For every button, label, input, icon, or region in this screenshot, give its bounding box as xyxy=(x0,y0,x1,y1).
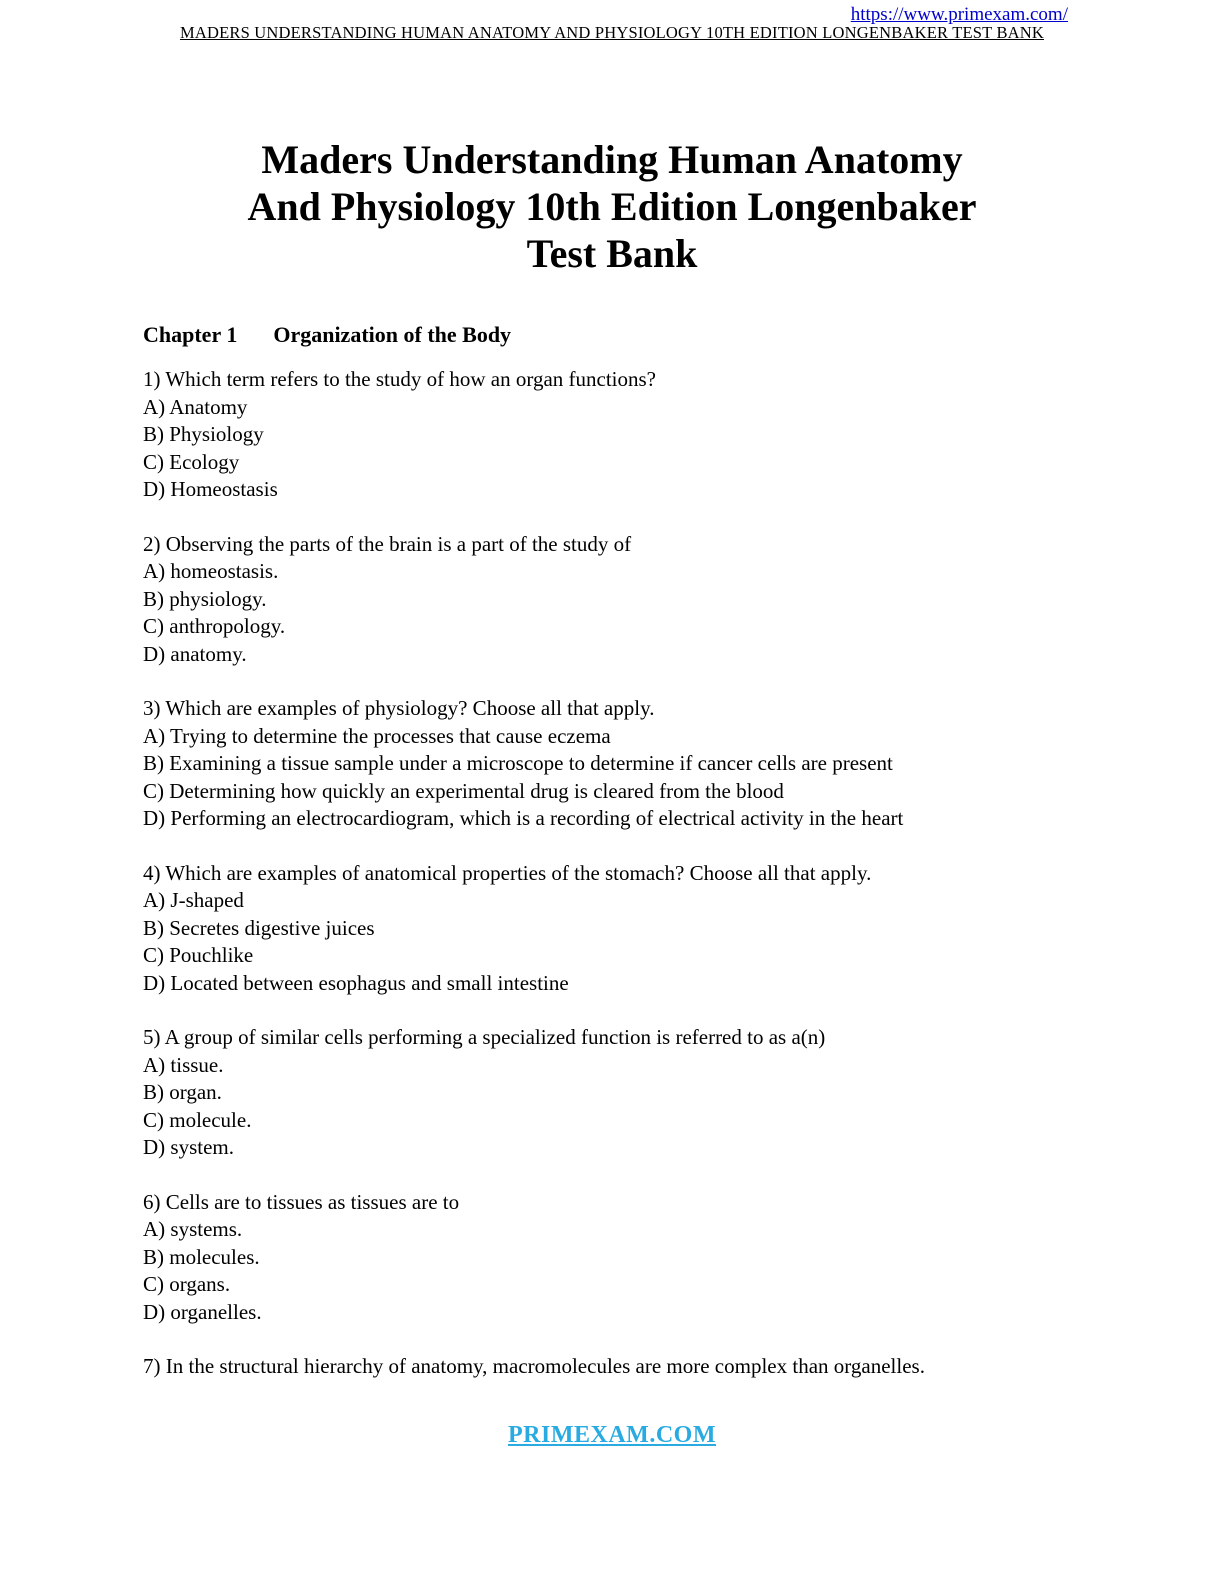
question-6-option-d: D) organelles. xyxy=(143,1299,262,1324)
question-4-option-b: B) Secretes digestive juices xyxy=(143,915,375,940)
question-2-option-a: A) homeostasis. xyxy=(143,559,279,583)
chapter-heading xyxy=(143,322,511,348)
question-7 xyxy=(143,1353,1124,1381)
header-url-link[interactable]: https://www.primexam.com/ xyxy=(850,4,1068,25)
question-1-option-c: C) Ecology xyxy=(143,449,240,474)
question-1-option-b: B) Physiology xyxy=(143,422,264,446)
question-6-option-b: B) molecules. xyxy=(143,1244,260,1269)
footer xyxy=(0,1422,1224,1449)
question-3-option-c: C) Determining how quickly an experimental drug is cleared from the blood xyxy=(143,778,784,803)
question-4-text: 4) Which are examples of anatomical properties of the stomach? Choose all that apply. xyxy=(143,860,872,885)
question-4-option-a: A) J-shaped xyxy=(143,888,244,912)
running-title: MADERS UNDERSTANDING HUMAN ANATOMY AND PHYSIOLOGY 10TH EDITION LONGENBAKER TEST BANK xyxy=(179,23,1044,42)
title-line-3: Test Bank xyxy=(526,231,698,276)
question-3 xyxy=(143,695,1124,833)
title-line-2: And Physiology 10th Edition Longenbaker xyxy=(247,184,977,229)
question-2-option-c: C) anthropology. xyxy=(143,614,286,638)
title-line-1: Maders Understanding Human Anatomy xyxy=(261,137,963,182)
question-1 xyxy=(143,366,1124,504)
question-6-option-c: C) organs. xyxy=(143,1272,231,1296)
question-4-option-d: D) Located between esophagus and small intestine xyxy=(143,970,569,995)
chapter-label: Chapter 1 xyxy=(143,322,238,347)
question-2 xyxy=(143,531,1124,669)
question-5-text: 5) A group of similar cells performing a specialized function is referred to as a(n) xyxy=(143,1025,826,1049)
question-5-option-b: B) organ. xyxy=(143,1080,222,1104)
question-5-option-d: D) system. xyxy=(143,1135,234,1159)
question-6-text: 6) Cells are to tissues as tissues are to xyxy=(143,1189,460,1214)
question-5-option-c: C) molecule. xyxy=(143,1107,252,1132)
chapter-title: Organization of the Body xyxy=(273,322,512,347)
question-4 xyxy=(143,860,1124,998)
question-3-option-d: D) Performing an electrocardiogram, which is a recording of electrical activity in the heart xyxy=(143,806,904,830)
question-5-option-a: A) tissue. xyxy=(143,1052,224,1077)
question-2-option-d: D) anatomy. xyxy=(143,641,247,666)
question-2-text: 2) Observing the parts of the brain is a part of the study of xyxy=(143,531,632,556)
questions-list xyxy=(143,366,1124,1381)
question-4-option-c: C) Pouchlike xyxy=(143,943,254,967)
question-2-option-b: B) physiology. xyxy=(143,586,267,611)
question-5 xyxy=(143,1024,1124,1162)
question-1-option-d: D) Homeostasis xyxy=(143,477,278,501)
question-1-text: 1) Which term refers to the study of how an organ functions? xyxy=(143,367,657,391)
question-1-option-a: A) Anatomy xyxy=(143,394,248,419)
question-6-option-a: A) systems. xyxy=(143,1217,243,1241)
question-6 xyxy=(143,1189,1124,1327)
question-7-text: 7) In the structural hierarchy of anatomy, macromolecules are more complex than organelles. xyxy=(143,1354,925,1378)
question-3-option-a: A) Trying to determine the processes that cause eczema xyxy=(143,723,611,748)
question-3-option-b: B) Examining a tissue sample under a microscope to determine if cancer cells are present xyxy=(143,751,893,775)
footer-link[interactable]: PRIMEXAM.COM xyxy=(508,1422,716,1448)
question-3-text: 3) Which are examples of physiology? Choose all that apply. xyxy=(143,696,655,720)
document-title xyxy=(0,136,1224,277)
